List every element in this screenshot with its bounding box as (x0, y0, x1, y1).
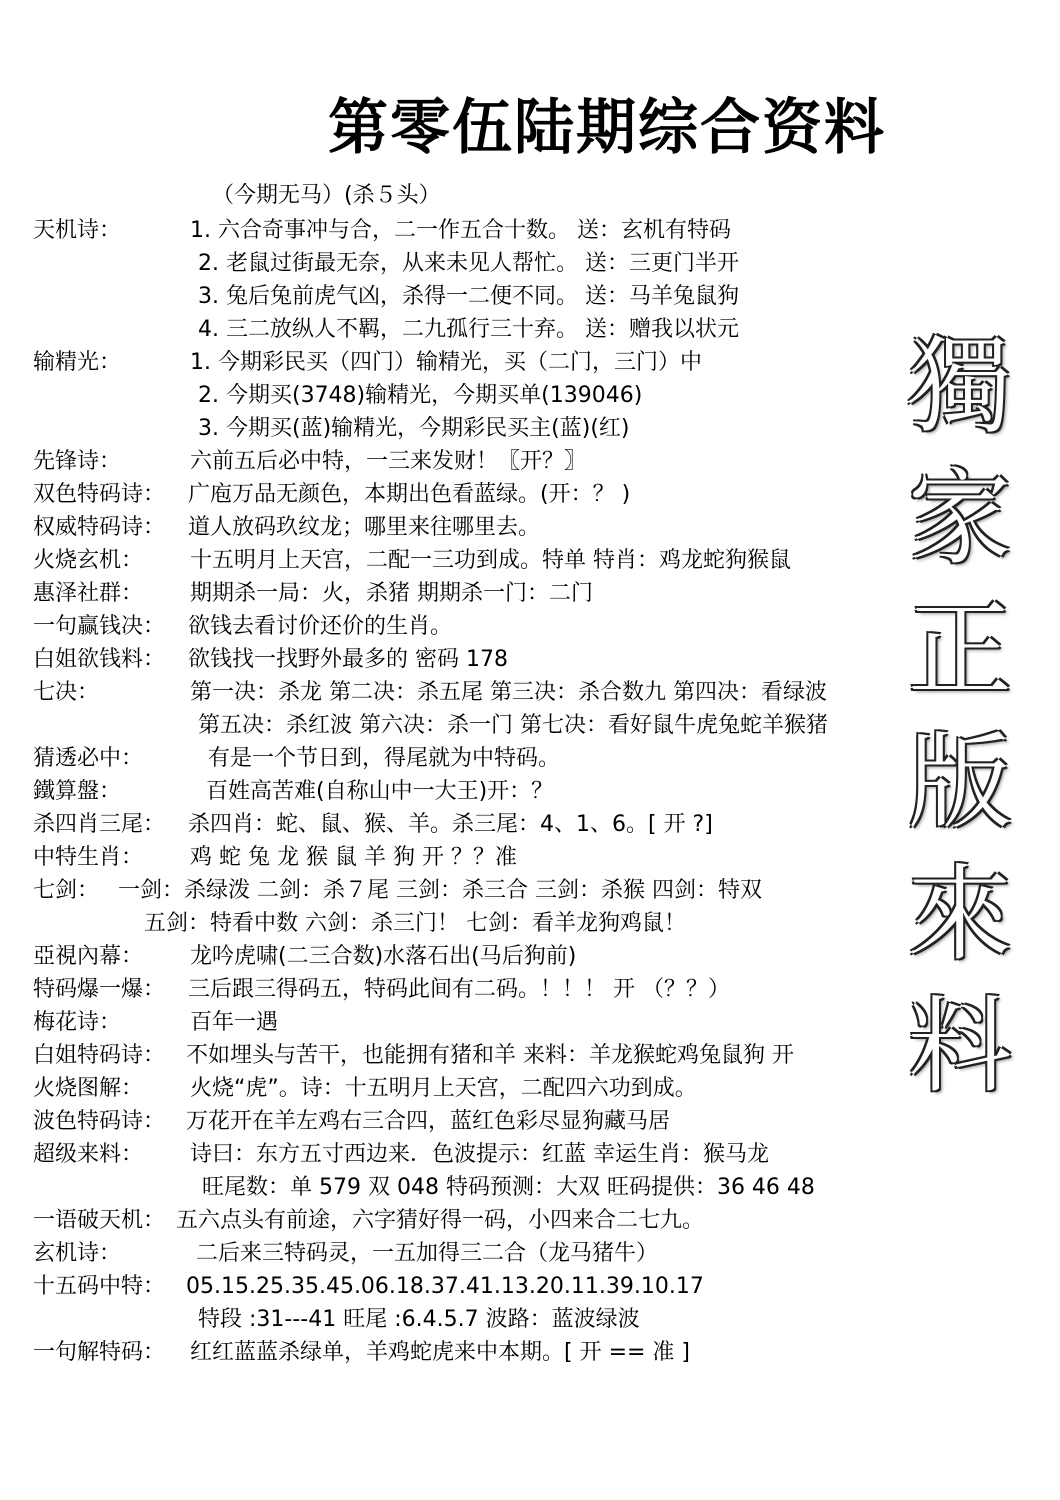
line-text: 龙吟虎啸(二三合数)水落石出(马后狗前) (190, 944, 577, 969)
line-text: 05.15.25.35.45.06.18.37.41.13.20.11.39.10.17 (186, 1274, 704, 1299)
watermark-char: 家 (907, 457, 1012, 579)
line-text: 五剑：特看中数 六剑：杀三门！ 七剑：看羊龙狗鸡鼠！ (144, 911, 686, 936)
watermark-char: 正 (907, 589, 1012, 711)
line-label: 一语破天机： (33, 1208, 166, 1233)
line-label: 双色特码诗： (33, 482, 166, 507)
line-label: 波色特码诗： (33, 1109, 166, 1134)
line-label: 白姐欲钱料： (33, 647, 166, 672)
line-text: 三后跟三得码五，特码此间有二码。！！！ 开 （？？） (188, 977, 730, 1002)
line-label: 火烧图解： (33, 1076, 144, 1101)
line-text: 期期杀一局：火，杀猪 期期杀一门：二门 (190, 581, 593, 606)
watermark-char: 獨 (907, 325, 1012, 447)
line-text: 红红蓝蓝杀绿单，羊鸡蛇虎来中本期。[ 开 == 准 ] (190, 1340, 691, 1365)
line-text: 第五决：杀红波 第六决：杀一门 第七决：看好鼠牛虎兔蛇羊猴猪 (198, 713, 828, 738)
line-text: 特段 :31---41 旺尾 :6.4.5.7 波路：蓝波绿波 (198, 1307, 640, 1332)
line-label: 一句赢钱决： (33, 614, 166, 639)
line-text: 有是一个节日到，得尾就为中特码。 (208, 746, 561, 771)
line-label: 玄机诗： (33, 1241, 122, 1266)
line-text: 百姓高苦难(自称山中一大王)开：？ (206, 779, 554, 804)
line-label: 惠泽社群： (33, 581, 144, 606)
line-label: 七决： (33, 680, 100, 705)
line-label: 亞視內幕： (33, 944, 144, 969)
line-text: 火烧“虎”。诗：十五明月上天宫，二配四六功到成。 (190, 1076, 697, 1101)
line-text: 1. 六合奇事冲与合，二一作五合十数。 送：玄机有特码 (190, 218, 731, 243)
line-text: 道人放码玖纹龙；哪里来往哪里去。 (188, 515, 541, 540)
line-text: 欲钱找一找野外最多的 密码 178 (188, 647, 508, 672)
page-title: 第零伍陆期综合资料 (328, 93, 886, 163)
exclusive-watermark (895, 320, 1025, 1112)
line-text: 4. 三二放纵人不羁，二九孤行三十弃。 送：赠我以状元 (198, 317, 739, 342)
subheader: （今期无马）(杀５头） (212, 183, 441, 208)
line-label: 中特生肖： (33, 845, 144, 870)
line-text: 广庖万品无颜色，本期出色看蓝绿。(开：？ ) (188, 482, 631, 507)
line-text: 欲钱去看讨价还价的生肖。 (188, 614, 453, 639)
line-text: 一剑：杀绿泼 二剑：杀７尾 三剑：杀三合 三剑：杀猴 四剑：特双 (118, 878, 762, 903)
line-label: 先锋诗： (33, 449, 122, 474)
line-text: 杀四肖：蛇、鼠、猴、羊。杀三尾：4、1、6。[ 开 ?] (188, 812, 713, 837)
line-label: 白姐特码诗： (33, 1043, 166, 1068)
line-text: 六前五后必中特，一三来发财！〖开？〗 (190, 449, 587, 474)
line-text: 二后来三特码灵，一五加得三二合（龙马猪牛） (196, 1241, 659, 1266)
line-text: 不如埋头与苦干，也能拥有猪和羊 来料：羊龙猴蛇鸡兔鼠狗 开 (186, 1043, 794, 1068)
line-label: 输精光： (33, 350, 122, 375)
line-text: 百年一遇 (190, 1010, 279, 1035)
line-text: 第一决：杀龙 第二决：杀五尾 第三决：杀合数九 第四决：看绿波 (190, 680, 827, 705)
line-text: 十五明月上天宫，二配一三功到成。特单 特肖：鸡龙蛇狗猴鼠 (190, 548, 791, 573)
line-label: 七剑： (33, 878, 100, 903)
line-text: 万花开在羊左鸡右三合四，蓝红色彩尽显狗藏马居 (186, 1109, 671, 1134)
line-text: 1. 今期彩民买（四门）输精光，买（二门，三门）中 (190, 350, 702, 375)
watermark-char: 來 (907, 853, 1012, 975)
line-label: 特码爆一爆： (33, 977, 166, 1002)
line-label: 十五码中特： (33, 1274, 166, 1299)
line-text: 2. 今期买(3748)输精光，今期买单(139046) (198, 383, 643, 408)
watermark-char: 料 (907, 985, 1012, 1107)
watermark-char: 版 (907, 721, 1012, 843)
line-text: 诗曰：东方五寸西边来．色波提示：红蓝 幸运生肖：猴马龙 (190, 1142, 769, 1167)
line-label: 一句解特码： (33, 1340, 166, 1365)
line-text: 旺尾数：单 579 双 048 特码预测：大双 旺码提供：36 46 48 (202, 1175, 815, 1200)
line-text: 2. 老鼠过街最无奈，从来未见人帮忙。 送：三更门半开 (198, 251, 739, 276)
line-text: 3. 今期买(蓝)输精光，今期彩民买主(蓝)(红) (198, 416, 630, 441)
line-label: 超级来料： (33, 1142, 144, 1167)
line-label: 权威特码诗： (33, 515, 166, 540)
line-label: 鐵算盤： (33, 779, 122, 804)
line-label: 杀四肖三尾： (33, 812, 166, 837)
line-text: 五六点头有前途，六字猜好得一码，小四来合二七九。 (176, 1208, 705, 1233)
line-label: 火烧玄机： (33, 548, 144, 573)
line-text: 3. 兔后兔前虎气凶，杀得一二便不同。 送：马羊兔鼠狗 (198, 284, 739, 309)
line-label: 天机诗： (33, 218, 122, 243)
line-text: 鸡 蛇 兔 龙 猴 鼠 羊 狗 开 ？？准 (190, 845, 517, 870)
line-label: 梅花诗： (33, 1010, 122, 1035)
line-label: 猜透必中： (33, 746, 144, 771)
